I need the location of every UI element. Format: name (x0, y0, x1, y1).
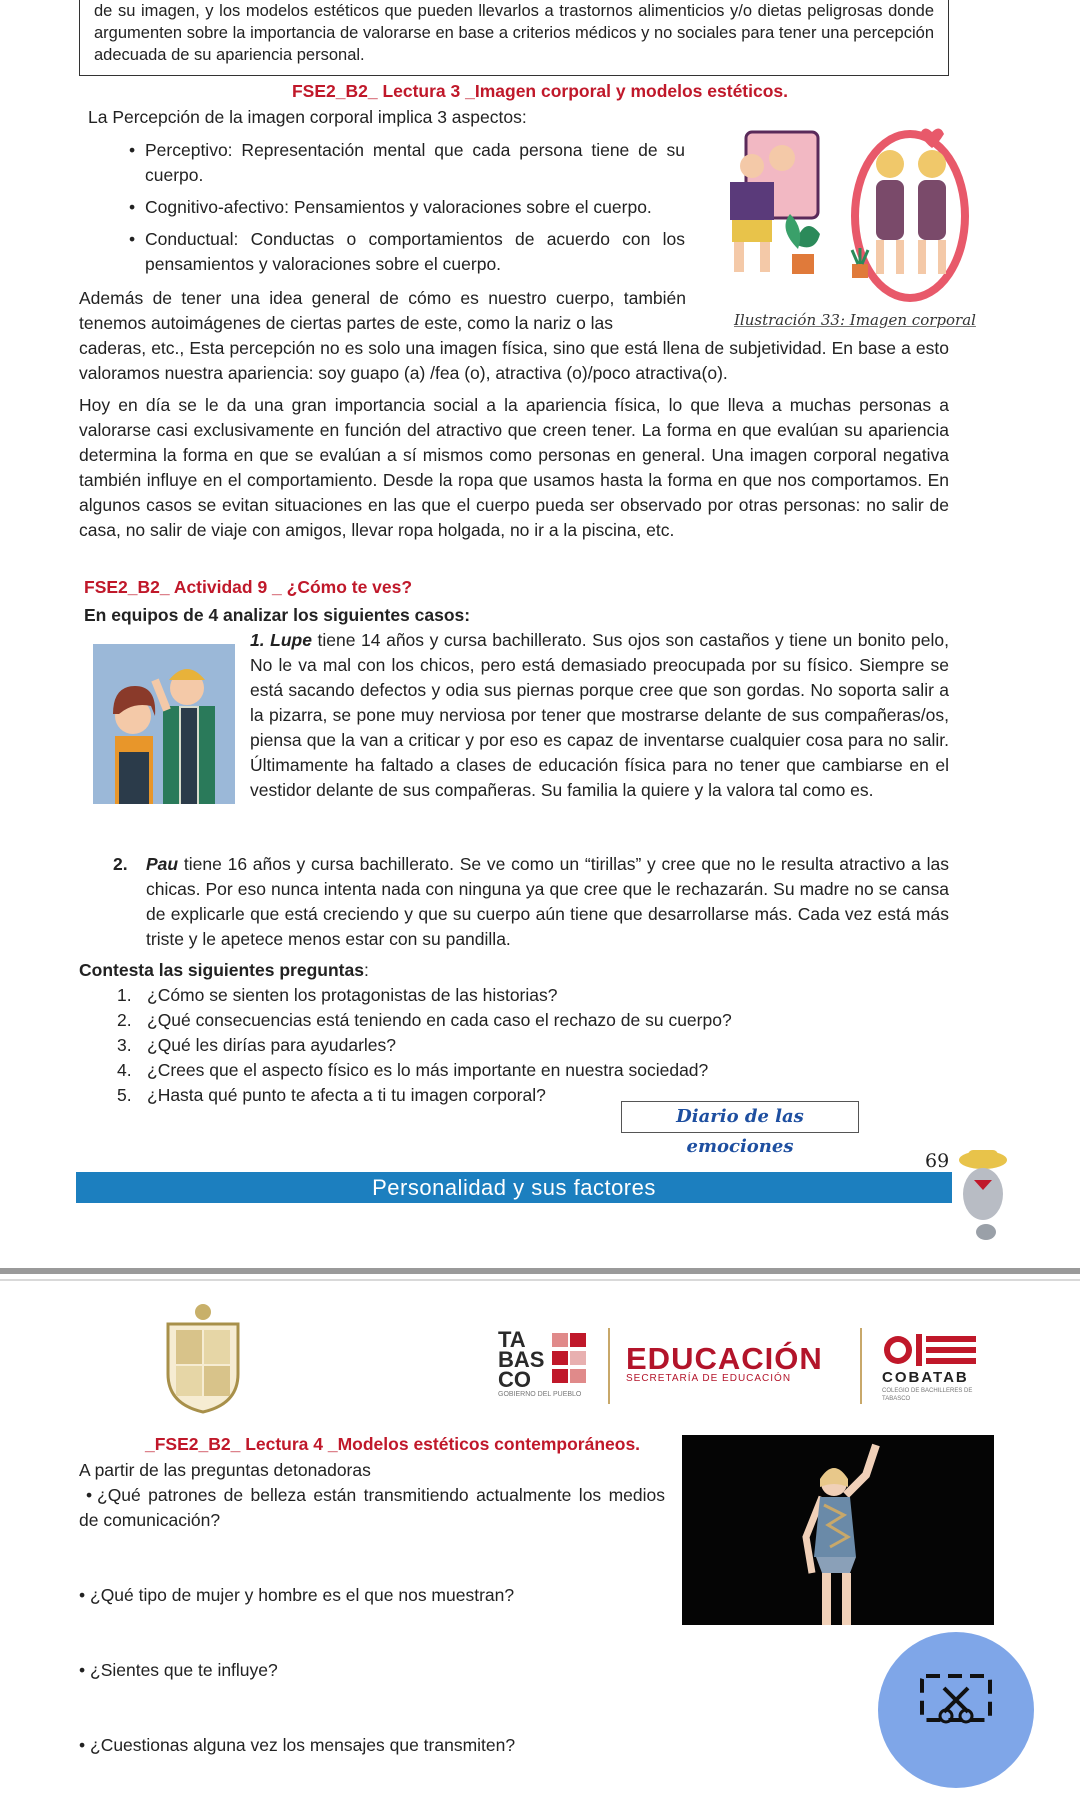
tabasco-line-1: TA (498, 1327, 526, 1352)
lectura4-q3: • ¿Sientes que te influye? (79, 1660, 278, 1680)
case2-name: Pau (146, 854, 179, 874)
case1-illustration-svg (93, 644, 235, 804)
tabasco-sub: GOBIERNO DEL PUEBLO (498, 1391, 582, 1398)
cobatab-logo: COBATAB (882, 1369, 969, 1386)
logo-divider-1 (608, 1328, 610, 1404)
question-3-text: ¿Qué les dirías para ayudarles? (147, 1035, 397, 1055)
lectura4-q4-text: ¿Cuestionas alguna vez los mensajes que transmiten? (90, 1735, 516, 1755)
aspect-conductual: • Conductual: Conductas o comportamientos de acuerdo con los pensamientos y valoraciones sobre el cuerpo. (145, 227, 685, 277)
page-divider (0, 1268, 1080, 1274)
section-bar (76, 1172, 952, 1203)
section-bar-label: Personalidad y sus factores (372, 1175, 656, 1200)
lectura4-q3-text: ¿Sientes que te influye? (90, 1660, 278, 1680)
intro-text: de su imagen, y los modelos estéticos que pueden llevarlos a trastornos alimenticios y/o dietas peligrosas donde argumenten sobre la importancia de valorarse en base a criterios médicos y no sociales para tener una percepción adecuada de su apariencia personal. (94, 2, 934, 64)
case1-name: Lupe (270, 630, 312, 650)
educacion-sub: SECRETARÍA DE EDUCACIÓN (626, 1373, 792, 1384)
performer-photo (682, 1435, 994, 1625)
questions-list (117, 983, 847, 1108)
cobatab-graphic-svg (882, 1332, 982, 1368)
tabasco-logo-graphic-icon (550, 1331, 590, 1389)
lectura3-lead: La Percepción de la imagen corporal implica 3 aspectos: (88, 107, 527, 127)
question-4-number: 4. (117, 1060, 132, 1080)
lectura4-q1 (79, 1483, 665, 1533)
aspect-cognitivo: • Cognitivo-afectivo: Pensamientos y valoraciones sobre el cuerpo. (145, 195, 685, 220)
tabasco-seal-icon (160, 1302, 246, 1414)
case1-illustration (93, 644, 235, 804)
logo-divider-2 (860, 1328, 862, 1404)
question-4-text: ¿Crees que el aspecto físico es lo más importante en nuestra sociedad? (147, 1060, 709, 1080)
questions-title (79, 958, 369, 983)
lectura3-title: FSE2_B2_ Lectura 3 _Imagen corporal y modelos estéticos. (291, 81, 789, 101)
intro-box (79, 0, 949, 76)
aspects-list (145, 138, 685, 277)
actividad9-title: FSE2_B2_ Actividad 9 _ ¿Cómo te ves? (84, 577, 413, 597)
case2 (113, 852, 949, 952)
question-1 (117, 983, 847, 1008)
aspect-perceptivo: • Perceptivo: Representación mental que cada persona tiene de su cuerpo. (145, 138, 685, 188)
tabasco-logo-graphic-svg (550, 1331, 590, 1389)
mascot-icon (956, 1146, 1010, 1242)
page-number: 69 (925, 1150, 950, 1172)
lectura4-q1-text: ¿Qué patrones de belleza están transmitiendo actualmente los medios de comunicación? (79, 1485, 665, 1530)
case1 (250, 628, 949, 803)
tabasco-line-2: BAS (498, 1347, 545, 1372)
page-divider-light (0, 1279, 1080, 1281)
scan-icon (878, 1632, 1034, 1788)
body-image-illustration-svg (700, 124, 980, 310)
question-1-number: 1. (117, 985, 132, 1005)
questions-title-text: Contesta las siguientes preguntas (79, 960, 364, 980)
actividad9-subtitle: En equipos de 4 analizar los siguientes casos: (84, 605, 471, 625)
questions-title-colon: : (363, 960, 369, 980)
performer-photo-svg (682, 1435, 994, 1625)
educacion-logo: EDUCACIÓN (626, 1341, 823, 1376)
question-3-number: 3. (117, 1035, 132, 1055)
case1-number: 1. (250, 630, 265, 650)
question-1-text: ¿Cómo se sienten los protagonistas de las historias? (147, 985, 558, 1005)
case2-text: tiene 16 años y cursa bachillerato. Se ve como un “tirillas” y cree que no le resulta atractivo a las chicas. Por eso nunca intenta nada con ninguna ya que cree que le rechazarán. Su madre no se cansa de explicarle que está creciendo y que su cuerpo aún tiene que desarrollarse más. Cada vez está más triste y le apetece menos estar con su pandilla. (146, 854, 949, 949)
lectura4-title: _FSE2_B2_ Lectura 4 _Modelos estéticos contemporáneos. (145, 1434, 641, 1454)
lectura3-p2: Hoy en día se le da una gran importancia social a la apariencia física, lo que lleva a muchas personas a valorarse casi exclusivamente en función del atractivo que creen tener. La forma en que evalúan su apariencia determina la forma en que se evalúan a sí mismos como personas en general. Una imagen corporal negativa también influye en el comportamiento. Desde la ropa que usamos hasta la forma en que nos comportamos. En algunos casos se evitan situaciones en las que el cuerpo pueda ser observado por otras personas: no salir de casa, no salir de viaje con amigos, llevar ropa holgada, no ir a la piscina, etc. (79, 395, 949, 540)
illustration-caption: Ilustración 33: Imagen corporal (734, 311, 976, 329)
question-5-text: ¿Hasta qué punto te afecta a ti tu imagen corporal? (147, 1085, 546, 1105)
case2-number: 2. (113, 854, 128, 874)
question-2 (117, 1008, 847, 1033)
question-2-text: ¿Qué consecuencias está teniendo en cada caso el rechazo de su cuerpo? (147, 1010, 732, 1030)
lectura4-q1-bullet: • (86, 1485, 93, 1505)
case1-text: tiene 14 años y cursa bachillerato. Sus ojos son castaños y tiene un bonito pelo, No le va mal con los chicos, pero está demasiado preocupada por su físico. Siempre se está sacando defectos y odia sus piernas porque cree que son gordas. No soporta salir a la pizarra, se pone muy nerviosa por tener que mostrarse delante de sus compañeras/os, piensa que la van a criticar y por eso es capaz de inventarse cualquier cosa para no salir. Últimamente ha faltado a clases de educación física para no tener que cambiarse en el vestidor delante de sus compañeras. Su familia la quiere y la valora tal como es. (250, 630, 949, 800)
question-2-number: 2. (117, 1010, 132, 1030)
lectura4-lead: A partir de las preguntas detonadoras (79, 1460, 371, 1480)
lectura3-p1b: caderas, etc., Esta percepción no es solo una imagen física, sino que está llena de subjetividad. En base a esto valoramos nuestra apariencia: soy guapo (a) /fea (o), atractiva (o)/poco atractiva(o). (79, 338, 949, 383)
diario-emociones-label: Diario de las emociones (621, 1101, 859, 1133)
cobatab-sub: COLEGIO DE BACHILLERES DE TABASCO (882, 1388, 973, 1402)
tabasco-line-3: CO (498, 1367, 531, 1392)
question-5-number: 5. (117, 1085, 132, 1105)
mascot-icon-svg (956, 1146, 1010, 1242)
question-4 (117, 1058, 847, 1083)
cobatab-graphic-icon (882, 1332, 982, 1368)
tabasco-seal-svg (160, 1302, 246, 1414)
question-3 (117, 1033, 847, 1058)
scan-button[interactable] (878, 1632, 1034, 1788)
body-image-illustration (700, 124, 980, 310)
lectura3-p1a: Además de tener una idea general de cómo es nuestro cuerpo, también tenemos autoimágenes de ciertas partes de este, como la nariz o las (79, 288, 686, 333)
lectura4-q4: • ¿Cuestionas alguna vez los mensajes que transmiten? (79, 1735, 516, 1755)
lectura4-q2-text: ¿Qué tipo de mujer y hombre es el que nos muestran? (90, 1585, 515, 1605)
lectura4-q2: • ¿Qué tipo de mujer y hombre es el que nos muestran? (79, 1585, 515, 1605)
